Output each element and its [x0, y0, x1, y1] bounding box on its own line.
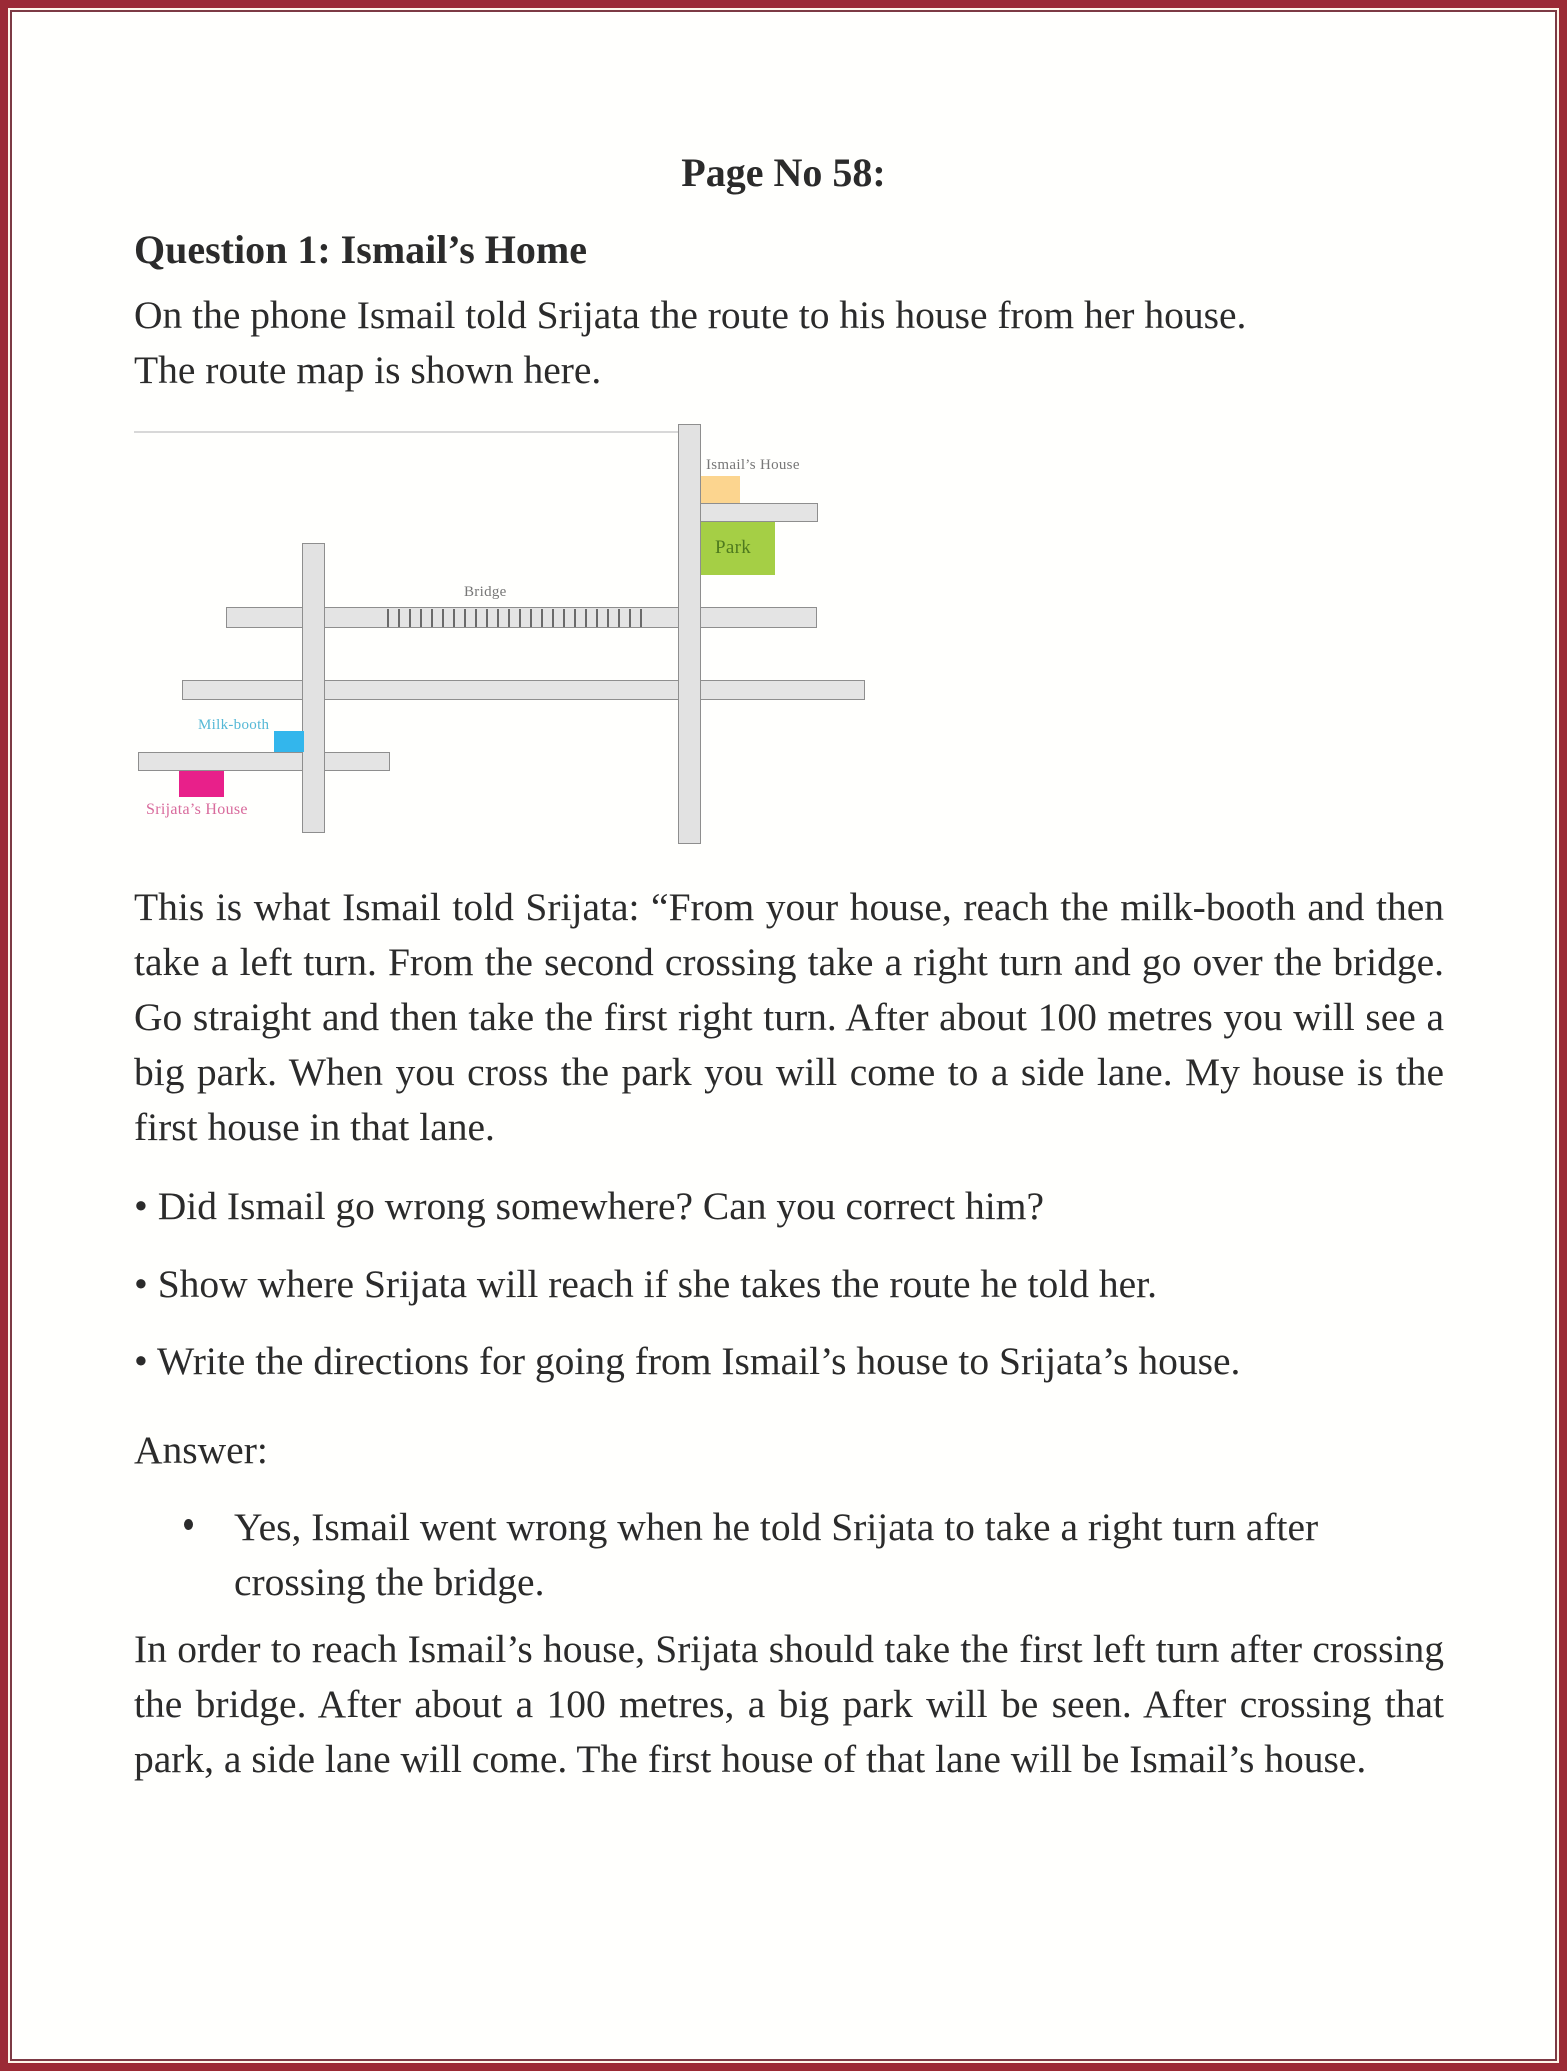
intro-line-1: On the phone Ismail told Srijata the route to his house from her house.	[134, 293, 1247, 337]
bridge-label: Bridge	[464, 584, 507, 600]
junction-patch	[680, 682, 699, 698]
park-label: Park	[715, 537, 752, 558]
instructions-paragraph: This is what Ismail told Srijata: “From your house, reach the milk-booth and then take a left turn. From the second crossing take a right turn and go over the bridge. Go straight and then take the first right turn. After about 100 metres you will see a big park. When you cross the park you will come to a side lane. My house is the first house in that lane.	[134, 885, 1444, 1149]
junction-patch	[680, 505, 699, 520]
junction-patch	[304, 609, 323, 626]
question-heading: Question 1: Ismail’s Home	[134, 227, 587, 272]
map-top-border-line	[134, 431, 687, 433]
document-page	[12, 12, 1555, 2059]
junction-patch	[304, 754, 323, 769]
intro-line-2: The route map is shown here.	[134, 348, 602, 392]
answer-label: Answer:	[134, 1428, 268, 1472]
bridge-icon	[378, 609, 648, 627]
ismail-side-lane	[692, 503, 818, 522]
junction-patch	[304, 682, 323, 698]
srijata-lane	[138, 752, 390, 771]
answer-paragraph: In order to reach Ismail’s house, Srijata should take the first left turn after crossing the bridge. After about a 100 metres, a big park will be seen. After crossing that park, a side lane will come. The first house of that lane will be Ismail’s house.	[134, 1627, 1444, 1781]
park-marker	[701, 522, 775, 575]
main-road	[182, 680, 865, 700]
milk-booth-label: Milk-booth	[198, 717, 270, 733]
ismail-house-label: Ismail’s House	[706, 457, 800, 473]
question-bullet-1: • Did Ismail go wrong somewhere? Can you correct him?	[134, 1184, 1045, 1228]
bullet-dot-icon	[184, 1519, 193, 1530]
page-title: Page No 58:	[681, 150, 886, 195]
srijata-house-marker	[179, 771, 224, 797]
question-bullet-2: • Show where Srijata will reach if she takes the route he told her.	[134, 1262, 1157, 1306]
answer-item-1: Yes, Ismail went wrong when he told Srijata to take a right turn after crossing the bridge.	[234, 1505, 1319, 1604]
right-vertical-road	[678, 424, 701, 844]
intro-paragraph	[134, 288, 1444, 398]
milk-booth-marker	[274, 731, 304, 752]
question-bullet-3: • Write the directions for going from Ismail’s house to Srijata’s house.	[134, 1339, 1241, 1383]
ismail-house-marker	[701, 476, 740, 503]
srijata-house-label: Srijata’s House	[146, 801, 248, 818]
junction-patch	[680, 609, 699, 626]
